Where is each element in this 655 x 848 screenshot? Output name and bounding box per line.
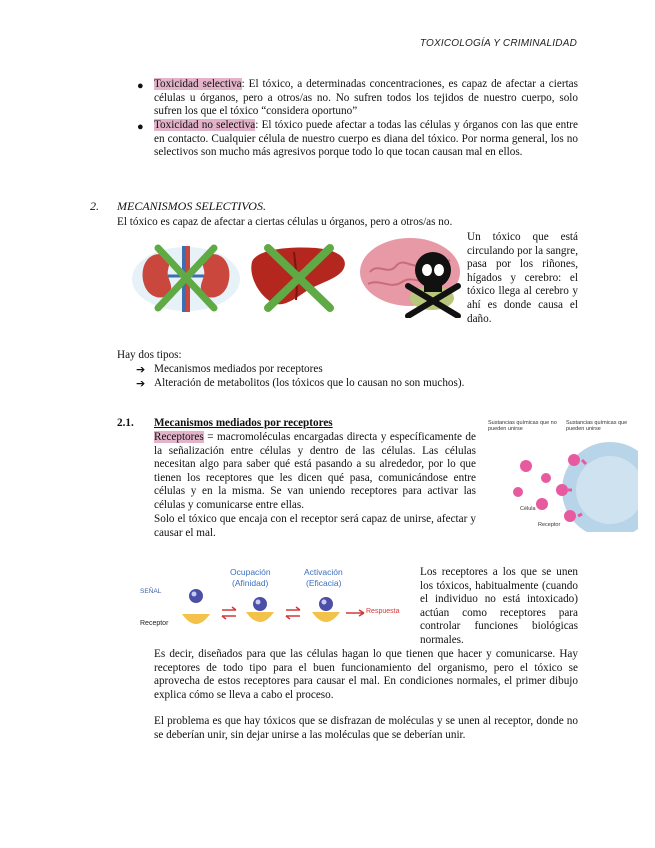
receptors-para2: Solo el tóxico que encaja con el receptor será capaz de unirse, afectar y causar el mal. xyxy=(154,513,476,539)
section-2-side-text: Un tóxico que está circulando por la sangre, pasa por los riñones, hígados y cerebro: el tóxico llega al cerebro y ahí es donde causa el daño. xyxy=(467,231,578,325)
bullet-dot: ● xyxy=(137,80,144,92)
kidneys-crossed-image xyxy=(130,242,242,312)
section-2-intro: El tóxico es capaz de afectar a ciertas células u órganos, pero a otros/as no. xyxy=(117,216,453,228)
arrow-icon: ➔ xyxy=(136,363,146,376)
cell-label-receptor: Receptor xyxy=(538,522,561,528)
receptor-activation-diagram xyxy=(138,566,410,642)
page-header: TOXICOLOGÍA Y CRIMINALIDAD xyxy=(419,38,577,49)
brain-skull-image xyxy=(358,232,468,318)
diagram-occupation-label: Ocupación xyxy=(230,567,271,577)
cell-label-left: Sustancias químicas que no pueden unirse xyxy=(488,420,557,432)
bullet-selective xyxy=(154,78,578,119)
cell-receptors-image xyxy=(486,420,638,532)
diagram-receptor-label: Receptor xyxy=(140,620,169,627)
section-21-title: Mecanismos mediados por receptores xyxy=(154,417,333,429)
bullet-dot: ● xyxy=(137,121,144,133)
section-21-number: 2.1. xyxy=(117,417,134,429)
section-2-number: 2. xyxy=(90,199,99,213)
receptors-definition-text: = macromoléculas encargadas directa y específicamente de la señalización entre células y dentro de las células. Las células necesitan algo para saber qué está pasando a su alrededor, por lo que tienen los receptores que les dicen qué pasa, comunicándose entre células y en la misma. Se van uniendo receptores para activar las células y comunicarse entre ellas. xyxy=(154,431,476,511)
term-selective: Toxicidad selectiva xyxy=(154,78,242,90)
bullet-nonselective-text: : El tóxico puede afectar a todas las células y órganos con las que entre en contacto. Cualquier célula de nuestro cuerpo es diana del tóxico. Por norma general, los no selectivos son mucho más agresivos porque todo lo que tocan causan mal en ellos. xyxy=(154,119,578,159)
cell-label-right: Sustancias químicas que pueden unirse xyxy=(566,420,628,432)
cell-label-cell: Célula xyxy=(520,506,536,512)
bullet-nonselective xyxy=(154,119,578,160)
receptors-para4: Es decir, diseñados para que las células hagan lo que tienen que hacer y comunicarse. Hay receptores de todo tipo para el buen funcionamiento del organismo, pero el tóxico se aprovecha de estos receptores para causar el mal. En condiciones normales, el primer dibujo explica cómo se lleva a cabo el proceso. xyxy=(154,648,578,701)
arrow-icon: ➔ xyxy=(136,377,146,390)
types-intro: Hay dos tipos: xyxy=(117,349,182,361)
term-nonselective: Toxicidad no selectiva xyxy=(154,119,256,131)
receptors-para3: Los receptores a los que se unen los tóxicos, habitualmente (cuando el individuo no está intoxicado) actúan como receptores para controlar funciones biológicas normales. xyxy=(420,566,578,646)
diagram-affinity-label: (Afinidad) xyxy=(232,578,269,588)
liver-crossed-image xyxy=(246,240,350,314)
term-receptores: Receptores xyxy=(154,431,204,443)
receptors-definition xyxy=(154,431,476,513)
receptors-para5: El problema es que hay tóxicos que se disfrazan de moléculas y se unen al receptor, donde no se deberían unir, sin dejar unirse a las moléculas que se deberían unir. xyxy=(154,715,578,741)
diagram-efficacy-label: (Eficacia) xyxy=(306,578,342,588)
section-2-title: MECANISMOS SELECTIVOS. xyxy=(117,199,266,213)
diagram-response-label: Respuesta xyxy=(366,608,400,615)
type-item-2: Alteración de metabolitos (los tóxicos que lo causan no son muchos). xyxy=(154,377,465,389)
type-item-1: Mecanismos mediados por receptores xyxy=(154,363,323,375)
diagram-signal-label: SEÑAL xyxy=(140,588,162,595)
diagram-activation-label: Activación xyxy=(304,567,343,577)
bullet-selective-text: : El tóxico, a determinadas concentraciones, es capaz de afectar a ciertas células u órganos, pero a otros/as no. No sufren todos los tejidos de nuestro cuerpo, solo sufren los que el tóxico “considera oportuno” xyxy=(154,78,578,118)
